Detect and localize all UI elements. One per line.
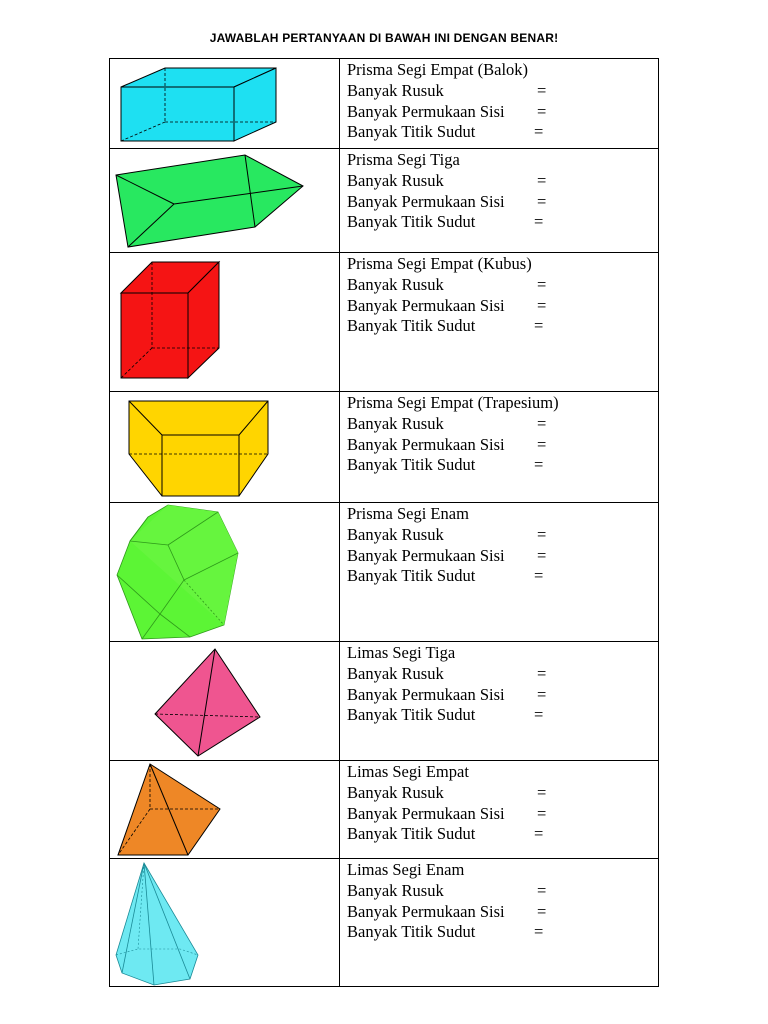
triangular-pyramid-shape-icon	[110, 642, 339, 761]
table-row	[110, 392, 659, 503]
table-row	[110, 859, 659, 987]
shape-cell	[110, 149, 340, 253]
sisi-label: Banyak Permukaan Sisi	[347, 545, 505, 565]
sisi-label: Banyak Permukaan Sisi	[347, 101, 505, 121]
sisi-label: Banyak Permukaan Sisi	[347, 295, 505, 315]
shape-name: Prisma Segi Empat (Kubus)	[347, 254, 532, 273]
rusuk-label: Banyak Rusuk	[347, 170, 444, 190]
shape-name: Limas Segi Enam	[347, 860, 465, 879]
sisi-label: Banyak Permukaan Sisi	[347, 684, 505, 704]
shape-info-cell	[340, 642, 659, 761]
equals-sign: =	[537, 684, 547, 704]
equals-sign: =	[534, 705, 544, 725]
table-row	[110, 761, 659, 859]
shape-cell	[110, 859, 340, 987]
shape-cell	[110, 253, 340, 392]
table-row	[110, 149, 659, 253]
shape-info-cell	[340, 503, 659, 642]
shape-name: Prisma Segi Enam	[347, 504, 469, 523]
cuboid-shape-icon	[110, 59, 339, 149]
equals-sign: =	[534, 566, 544, 586]
shape-cell	[110, 59, 340, 149]
equals-sign: =	[537, 413, 547, 433]
cube-shape-icon	[110, 253, 339, 392]
equals-sign: =	[534, 824, 544, 844]
shape-name: Prisma Segi Tiga	[347, 150, 460, 169]
equals-sign: =	[537, 782, 547, 802]
shape-info-cell	[340, 761, 659, 859]
titik-label: Banyak Titik Sudut	[347, 455, 476, 475]
rusuk-label: Banyak Rusuk	[347, 274, 444, 294]
rusuk-label: Banyak Rusuk	[347, 880, 444, 900]
trapezoid-prism-shape-icon	[110, 392, 339, 503]
shape-cell	[110, 642, 340, 761]
equals-sign: =	[537, 170, 547, 190]
shape-info-cell	[340, 392, 659, 503]
equals-sign: =	[534, 455, 544, 475]
shape-name: Prisma Segi Empat (Balok)	[347, 60, 529, 79]
shapes-table	[109, 58, 659, 987]
triangular-prism-shape-icon	[110, 149, 339, 253]
shape-name: Limas Segi Tiga	[347, 643, 456, 662]
equals-sign: =	[537, 274, 547, 294]
equals-sign: =	[534, 922, 544, 942]
hexagonal-prism-shape-icon	[110, 503, 339, 642]
sisi-label: Banyak Permukaan Sisi	[347, 434, 505, 454]
equals-sign: =	[537, 295, 547, 315]
rusuk-label: Banyak Rusuk	[347, 413, 444, 433]
titik-label: Banyak Titik Sudut	[347, 316, 476, 336]
titik-label: Banyak Titik Sudut	[347, 212, 476, 232]
equals-sign: =	[537, 101, 547, 121]
shape-name: Prisma Segi Empat (Trapesium)	[347, 393, 559, 412]
titik-label: Banyak Titik Sudut	[347, 122, 476, 142]
hexagonal-pyramid-shape-icon	[110, 859, 339, 987]
equals-sign: =	[537, 80, 547, 100]
shape-cell	[110, 503, 340, 642]
equals-sign: =	[537, 434, 547, 454]
shape-cell	[110, 392, 340, 503]
shape-info-cell	[340, 59, 659, 149]
equals-sign: =	[537, 663, 547, 683]
equals-sign: =	[537, 880, 547, 900]
sisi-label: Banyak Permukaan Sisi	[347, 803, 505, 823]
titik-label: Banyak Titik Sudut	[347, 566, 476, 586]
equals-sign: =	[537, 545, 547, 565]
equals-sign: =	[534, 316, 544, 336]
shape-info-cell	[340, 253, 659, 392]
table-row	[110, 253, 659, 392]
page-title: JAWABLAH PERTANYAAN DI BAWAH INI DENGAN BENAR!	[209, 31, 559, 45]
rusuk-label: Banyak Rusuk	[347, 663, 444, 683]
shape-name: Limas Segi Empat	[347, 762, 469, 781]
rusuk-label: Banyak Rusuk	[347, 782, 444, 802]
titik-label: Banyak Titik Sudut	[347, 824, 476, 844]
equals-sign: =	[534, 212, 544, 232]
rusuk-label: Banyak Rusuk	[347, 80, 444, 100]
shape-info-cell	[340, 859, 659, 987]
equals-sign: =	[537, 803, 547, 823]
square-pyramid-shape-icon	[110, 761, 339, 859]
shape-cell	[110, 761, 340, 859]
equals-sign: =	[537, 901, 547, 921]
shape-info-cell	[340, 149, 659, 253]
titik-label: Banyak Titik Sudut	[347, 922, 476, 942]
equals-sign: =	[534, 122, 544, 142]
sisi-label: Banyak Permukaan Sisi	[347, 191, 505, 211]
table-row	[110, 503, 659, 642]
equals-sign: =	[537, 191, 547, 211]
titik-label: Banyak Titik Sudut	[347, 705, 476, 725]
sisi-label: Banyak Permukaan Sisi	[347, 901, 505, 921]
table-row	[110, 59, 659, 149]
table-row	[110, 642, 659, 761]
equals-sign: =	[537, 524, 547, 544]
rusuk-label: Banyak Rusuk	[347, 524, 444, 544]
